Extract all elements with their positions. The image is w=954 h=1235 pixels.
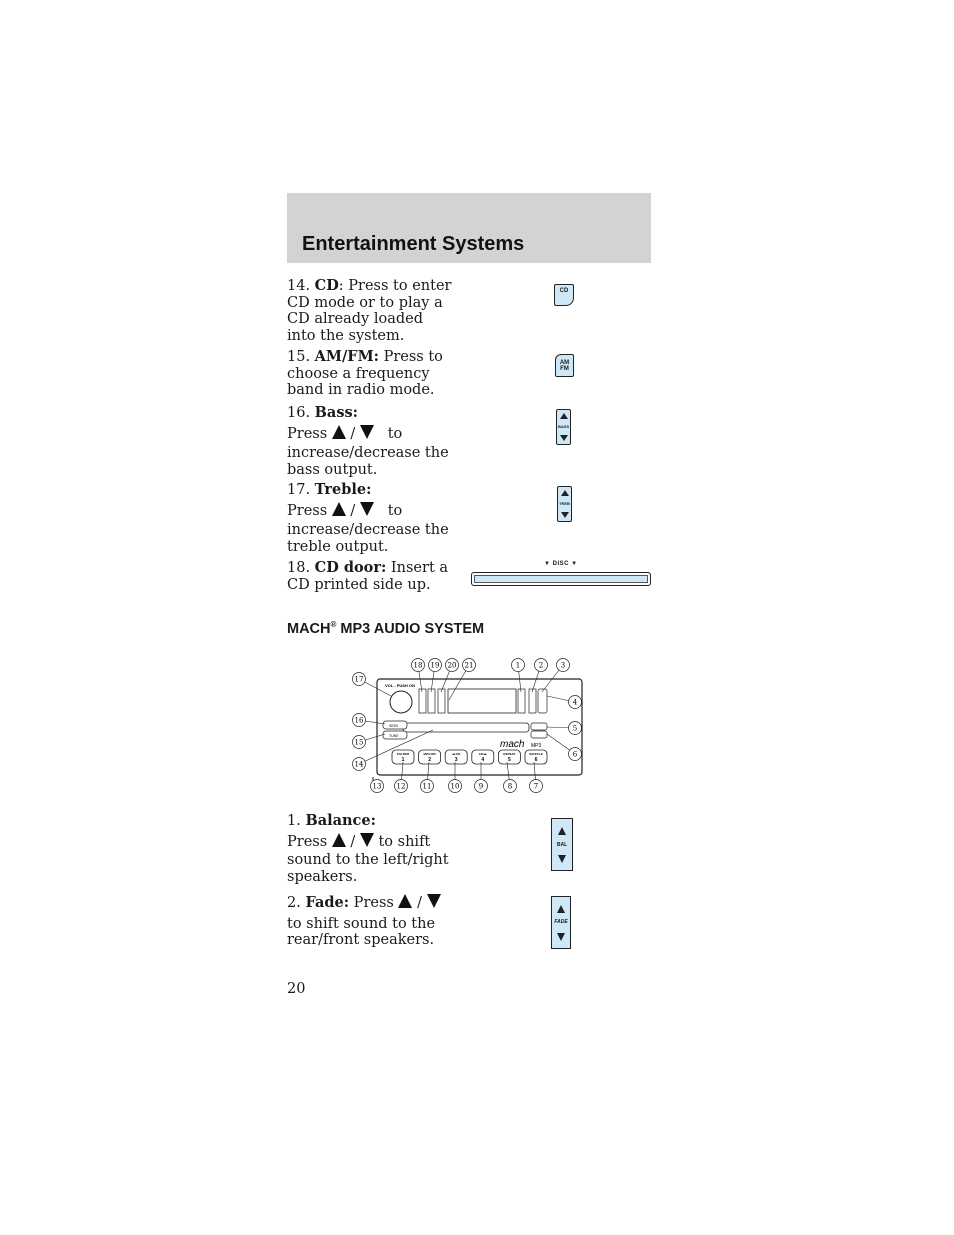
callout-number: 3 bbox=[560, 661, 566, 670]
item-balance bbox=[287, 813, 462, 885]
preset-number: 2 bbox=[428, 757, 431, 763]
fm-text: FM bbox=[560, 365, 569, 372]
item-text: increase/decrease the bass output. bbox=[287, 445, 449, 478]
preset-number: 6 bbox=[534, 757, 538, 763]
callout-number: 19 bbox=[430, 661, 440, 670]
item-text: increase/decrease the treble output. bbox=[287, 522, 449, 555]
bass-icon-text: BASS bbox=[557, 424, 570, 429]
preset-label: FOLDER bbox=[396, 752, 410, 756]
item-number: 15. bbox=[287, 349, 311, 365]
triangle-down-icon bbox=[360, 502, 374, 516]
preset-label: MP3 DIR bbox=[423, 752, 436, 756]
cd-button-text: CD bbox=[559, 288, 569, 294]
item-text: Press to choose a frequency band in radio mode. bbox=[287, 349, 443, 399]
bass-rocker-icon bbox=[556, 409, 571, 445]
item-label: Treble: bbox=[314, 481, 372, 498]
rocker-down-icon bbox=[557, 933, 565, 941]
item-text: : Press to enter CD mode or to play a CD already loaded into the system. bbox=[287, 278, 452, 344]
disc-label: ▼ DISC ▼ bbox=[544, 561, 578, 567]
fade-button bbox=[529, 689, 536, 713]
slash-text: / bbox=[350, 502, 356, 519]
slash-text: / bbox=[417, 895, 422, 911]
callout-number: 21 bbox=[464, 661, 474, 670]
item-label: CD door: bbox=[314, 559, 387, 576]
to-text: to bbox=[387, 425, 403, 442]
preset-side-button bbox=[428, 689, 435, 713]
callout-number: 17 bbox=[354, 675, 364, 684]
radio-faceplate-diagram bbox=[345, 652, 590, 800]
preset-number: 4 bbox=[481, 757, 485, 763]
item-number: 2. bbox=[287, 895, 301, 911]
triangle-up-icon bbox=[398, 894, 412, 908]
section-title: MP3 AUDIO SYSTEM bbox=[336, 620, 485, 637]
rocker-down-icon bbox=[561, 512, 569, 518]
preset-label: REPEAT bbox=[503, 752, 516, 756]
press-text: Press bbox=[287, 425, 328, 442]
am-fm-button-icon bbox=[555, 354, 574, 377]
item-cd bbox=[287, 278, 452, 344]
eject-button bbox=[531, 723, 547, 730]
callout-number: 18 bbox=[413, 661, 423, 670]
callout-number: 2 bbox=[538, 661, 544, 670]
callout-number: 6 bbox=[572, 750, 578, 759]
callout-number: 13 bbox=[372, 782, 382, 791]
triangle-up-icon bbox=[332, 425, 346, 439]
triangle-down-icon bbox=[360, 833, 374, 847]
brand-sub: MP3 bbox=[531, 743, 542, 749]
balance-button bbox=[518, 689, 525, 713]
treble-rocker-icon bbox=[557, 486, 572, 522]
load-button bbox=[531, 731, 547, 738]
brand-logo: mach bbox=[500, 739, 525, 750]
cd-door-slot-icon bbox=[471, 572, 651, 586]
press-text: Press bbox=[287, 833, 328, 850]
triangle-down-icon bbox=[427, 894, 441, 908]
cd-slot bbox=[403, 723, 529, 732]
preset-side-button bbox=[419, 689, 426, 713]
callout-number: 4 bbox=[572, 698, 578, 707]
cd-am-fm-button bbox=[538, 689, 547, 713]
rocker-down-icon bbox=[558, 855, 566, 863]
item-number: 16. bbox=[287, 405, 311, 421]
press-text: Press bbox=[349, 895, 394, 911]
preset-number: 1 bbox=[401, 757, 405, 763]
item-label: Bass: bbox=[314, 404, 359, 421]
callout-number: 10 bbox=[450, 782, 460, 791]
callout-number: 1 bbox=[515, 661, 521, 670]
bal-icon-text: BAL bbox=[556, 842, 568, 848]
slash-text: / bbox=[350, 833, 356, 850]
item-label: Balance: bbox=[305, 812, 376, 829]
seek-label: SEEK bbox=[389, 724, 399, 728]
triangle-up-icon bbox=[332, 502, 346, 516]
balance-rocker-icon bbox=[551, 818, 573, 871]
callout-number: 20 bbox=[447, 661, 457, 670]
item-number: 1. bbox=[287, 813, 301, 829]
preset-side-button bbox=[438, 689, 445, 713]
vol-label: VOL - PUSH ON bbox=[385, 683, 415, 688]
callout-number: 11 bbox=[422, 782, 432, 791]
item-fade bbox=[287, 894, 462, 949]
header-band bbox=[287, 193, 651, 263]
page-title: Entertainment Systems bbox=[302, 233, 525, 255]
fade-icon-text: FADE bbox=[554, 919, 568, 925]
triangle-down-icon bbox=[360, 425, 374, 439]
item-text: Insert a CD printed side up. bbox=[287, 560, 449, 593]
callout-number: 12 bbox=[396, 782, 406, 791]
rocker-up-icon bbox=[560, 413, 568, 419]
callout-number: 15 bbox=[354, 738, 364, 747]
preset-number: 5 bbox=[508, 757, 511, 763]
rocker-up-icon bbox=[561, 490, 569, 496]
section-heading bbox=[287, 620, 484, 637]
preset-label: CD ▸▸ bbox=[478, 752, 487, 756]
item-number: 17. bbox=[287, 482, 311, 498]
rocker-down-icon bbox=[560, 435, 568, 441]
fade-rocker-icon bbox=[551, 896, 571, 949]
item-bass bbox=[287, 405, 457, 478]
tune-label: TUNE bbox=[389, 734, 399, 738]
triangle-up-icon bbox=[332, 833, 346, 847]
preset-label: SHUFFLE bbox=[529, 752, 543, 756]
item-label: CD bbox=[314, 277, 339, 294]
page-number: 20 bbox=[287, 981, 306, 997]
item-label: AM/FM: bbox=[314, 348, 379, 365]
treble-icon-text: TREB bbox=[559, 501, 570, 506]
item-treble bbox=[287, 482, 457, 555]
callout-number: 9 bbox=[478, 782, 484, 791]
preset-number: 3 bbox=[454, 757, 458, 763]
item-number: 18. bbox=[287, 560, 311, 576]
display-window bbox=[448, 689, 516, 713]
registered-mark: ® bbox=[330, 620, 337, 629]
item-am-fm bbox=[287, 349, 452, 399]
callout-number: 16 bbox=[354, 716, 364, 725]
item-text: to shift bbox=[378, 833, 431, 850]
item-text: sound to the left/right speakers. bbox=[287, 852, 449, 885]
callout-number: 14 bbox=[354, 760, 364, 769]
rocker-up-icon bbox=[558, 827, 566, 835]
volume-knob bbox=[390, 691, 412, 713]
item-label: Fade: bbox=[305, 894, 350, 911]
item-cd-door bbox=[287, 560, 457, 593]
am-text: AM bbox=[559, 359, 570, 366]
cd-button-icon bbox=[554, 284, 574, 306]
callout-number: 7 bbox=[533, 782, 539, 791]
section-brand: MACH bbox=[287, 620, 331, 637]
callout-number: 5 bbox=[572, 724, 578, 733]
callout-number: 8 bbox=[507, 782, 513, 791]
preset-label: ◂◂ CD bbox=[452, 752, 461, 756]
to-text: to bbox=[387, 502, 403, 519]
item-number: 14. bbox=[287, 278, 311, 294]
press-text: Press bbox=[287, 502, 328, 519]
rocker-up-icon bbox=[557, 905, 565, 913]
slash-text: / bbox=[350, 425, 356, 442]
item-text: to shift sound to the rear/front speakers. bbox=[287, 915, 436, 949]
